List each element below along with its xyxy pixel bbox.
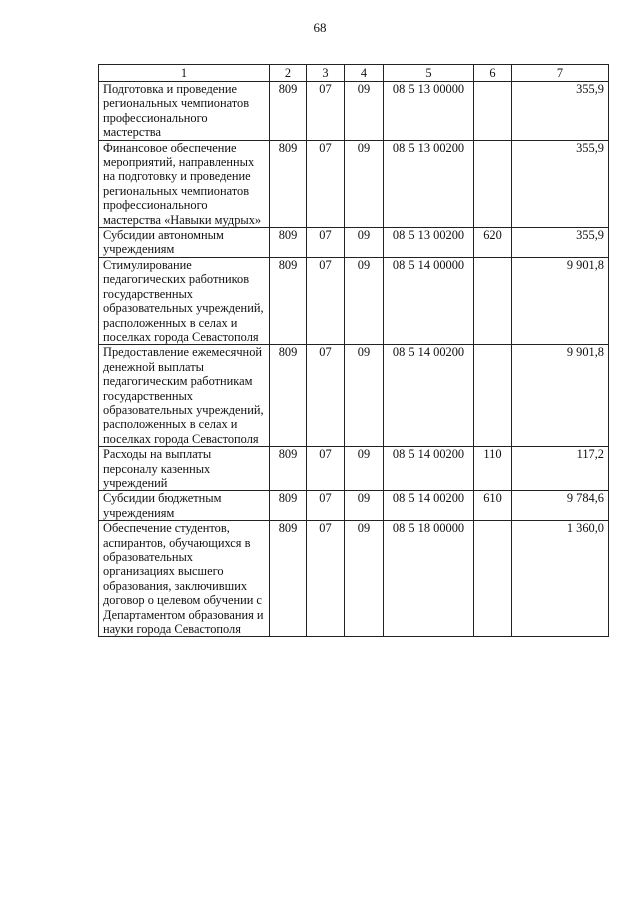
row-section-code: 07 bbox=[307, 491, 345, 521]
row-department-code: 809 bbox=[270, 228, 307, 258]
table-row bbox=[99, 521, 609, 637]
table-row bbox=[99, 491, 609, 521]
row-amount: 9 901,8 bbox=[512, 345, 609, 447]
row-expense-type-code bbox=[474, 140, 512, 227]
row-amount: 117,2 bbox=[512, 447, 609, 491]
row-expense-type-code: 620 bbox=[474, 228, 512, 258]
row-name: Обеспечение студентов, аспирантов, обучающихся в образовательных организациях высшего образования, заключивших договор о целевом обучении с Департаментом образования и науки города Севастополя bbox=[99, 521, 270, 637]
row-department-code: 809 bbox=[270, 447, 307, 491]
row-subsection-code: 09 bbox=[345, 82, 384, 141]
row-target-article-code: 08 5 13 00200 bbox=[384, 140, 474, 227]
row-subsection-code: 09 bbox=[345, 447, 384, 491]
row-name: Субсидии бюджетным учреждениям bbox=[99, 491, 270, 521]
row-subsection-code: 09 bbox=[345, 228, 384, 258]
row-target-article-code: 08 5 18 00000 bbox=[384, 521, 474, 637]
row-department-code: 809 bbox=[270, 82, 307, 141]
row-expense-type-code bbox=[474, 521, 512, 637]
row-department-code: 809 bbox=[270, 491, 307, 521]
table-row bbox=[99, 82, 609, 141]
row-department-code: 809 bbox=[270, 521, 307, 637]
header-col-5: 5 bbox=[384, 65, 474, 82]
row-subsection-code: 09 bbox=[345, 491, 384, 521]
table-header-row bbox=[99, 65, 609, 82]
budget-table bbox=[98, 64, 609, 637]
row-amount: 355,9 bbox=[512, 228, 609, 258]
row-section-code: 07 bbox=[307, 257, 345, 344]
row-amount: 355,9 bbox=[512, 82, 609, 141]
row-section-code: 07 bbox=[307, 447, 345, 491]
header-col-7: 7 bbox=[512, 65, 609, 82]
row-department-code: 809 bbox=[270, 257, 307, 344]
row-name: Подготовка и проведение региональных чемпионатов профессионального мастерства bbox=[99, 82, 270, 141]
row-section-code: 07 bbox=[307, 228, 345, 258]
row-expense-type-code: 610 bbox=[474, 491, 512, 521]
header-col-4: 4 bbox=[345, 65, 384, 82]
header-col-2: 2 bbox=[270, 65, 307, 82]
row-name: Субсидии автономным учреждениям bbox=[99, 228, 270, 258]
row-department-code: 809 bbox=[270, 345, 307, 447]
row-department-code: 809 bbox=[270, 140, 307, 227]
row-subsection-code: 09 bbox=[345, 521, 384, 637]
row-amount: 1 360,0 bbox=[512, 521, 609, 637]
header-col-6: 6 bbox=[474, 65, 512, 82]
row-amount: 9 784,6 bbox=[512, 491, 609, 521]
row-section-code: 07 bbox=[307, 521, 345, 637]
row-expense-type-code bbox=[474, 257, 512, 344]
header-col-3: 3 bbox=[307, 65, 345, 82]
row-target-article-code: 08 5 14 00200 bbox=[384, 491, 474, 521]
row-section-code: 07 bbox=[307, 345, 345, 447]
row-expense-type-code: 110 bbox=[474, 447, 512, 491]
row-target-article-code: 08 5 14 00000 bbox=[384, 257, 474, 344]
row-section-code: 07 bbox=[307, 140, 345, 227]
row-amount: 355,9 bbox=[512, 140, 609, 227]
row-expense-type-code bbox=[474, 345, 512, 447]
row-section-code: 07 bbox=[307, 82, 345, 141]
table-row bbox=[99, 257, 609, 344]
row-name: Стимулирование педагогических работников государственных образовательных учреждений, расположенных в селах и поселках города Севастополя bbox=[99, 257, 270, 344]
table-row bbox=[99, 228, 609, 258]
row-target-article-code: 08 5 13 00200 bbox=[384, 228, 474, 258]
table-row bbox=[99, 447, 609, 491]
row-subsection-code: 09 bbox=[345, 257, 384, 344]
row-expense-type-code bbox=[474, 82, 512, 141]
row-subsection-code: 09 bbox=[345, 345, 384, 447]
row-target-article-code: 08 5 14 00200 bbox=[384, 345, 474, 447]
header-col-1: 1 bbox=[99, 65, 270, 82]
row-target-article-code: 08 5 14 00200 bbox=[384, 447, 474, 491]
row-name: Расходы на выплаты персоналу казенных учреждений bbox=[99, 447, 270, 491]
page-number: 68 bbox=[313, 20, 327, 35]
row-target-article-code: 08 5 13 00000 bbox=[384, 82, 474, 141]
row-amount: 9 901,8 bbox=[512, 257, 609, 344]
row-name: Предоставление ежемесячной денежной выплаты педагогическим работникам государственных образовательных учреждений, расположенных в селах и поселках города Севастополя bbox=[99, 345, 270, 447]
row-name: Финансовое обеспечение мероприятий, направленных на подготовку и проведение региональных чемпионатов профессионального мастерства «Навыки мудрых» bbox=[99, 140, 270, 227]
table-row bbox=[99, 140, 609, 227]
row-subsection-code: 09 bbox=[345, 140, 384, 227]
table-row bbox=[99, 345, 609, 447]
